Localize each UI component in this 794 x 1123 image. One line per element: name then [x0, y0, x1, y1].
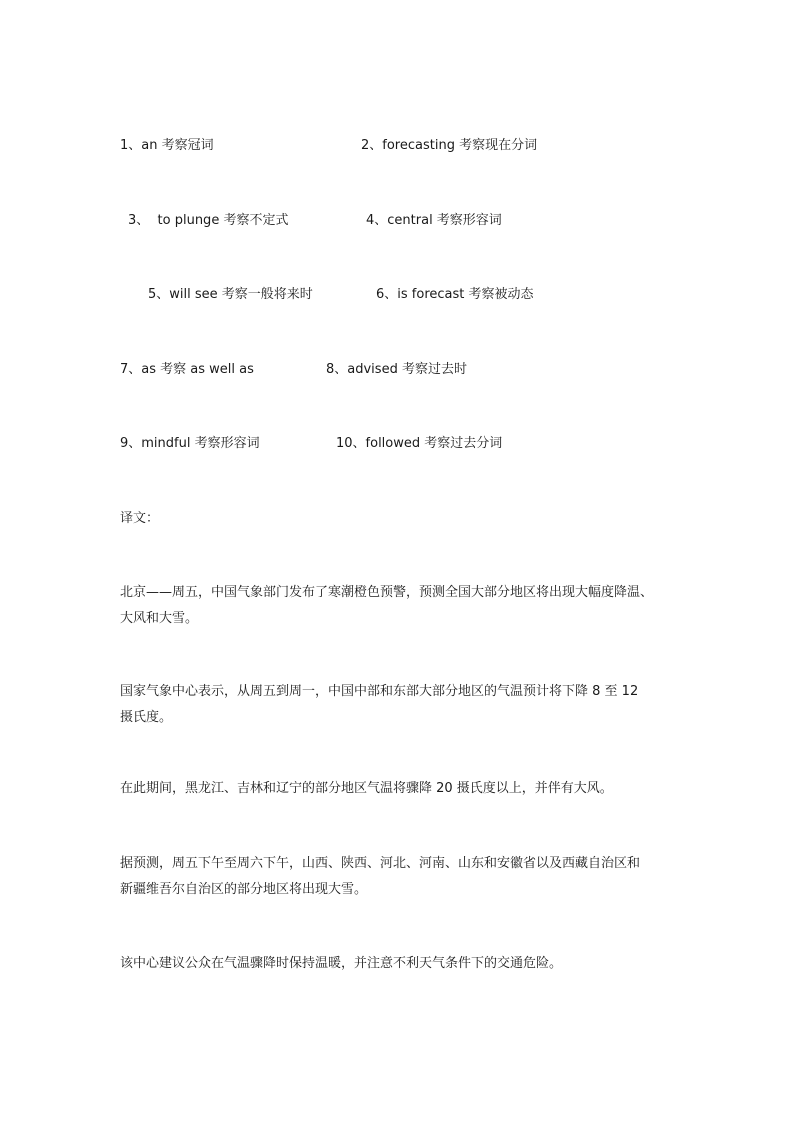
- paragraph-1: [120, 580, 680, 632]
- paragraph-line: 北京——周五，中国气象部门发布了寒潮橙色预警，预测全国大部分地区将出现大幅度降温、: [120, 585, 654, 600]
- answer-6: 6、is forecast 考察被动态: [376, 287, 534, 302]
- paragraph-line: 该中心建议公众在气温骤降时保持温暖，并注意不利天气条件下的交通危险。: [120, 956, 563, 971]
- paragraph-line: 据预测，周五下午至周六下午，山西、陕西、河北、河南、山东和安徽省以及西藏自治区和: [120, 856, 641, 871]
- answer-8: 8、advised 考察过去时: [326, 362, 467, 377]
- answer-1: 1、an 考察冠词: [120, 138, 214, 153]
- paragraph-line: 在此期间，黑龙江、吉林和辽宁的部分地区气温将骤降 20 摄氏度以上，并伴有大风。: [120, 781, 613, 796]
- answer-2: 2、forecasting 考察现在分词: [361, 138, 538, 153]
- answer-7: 7、as 考察 as well as: [120, 362, 254, 377]
- answer-4: 4、central 考察形容词: [366, 213, 502, 228]
- paragraph-2: [120, 679, 680, 731]
- translation-heading: 译文：: [120, 511, 160, 526]
- paragraph-3: [120, 776, 680, 802]
- paragraph-line: 国家气象中心表示，从周五到周一，中国中部和东部大部分地区的气温预计将下降 8 至 12: [120, 684, 639, 699]
- answer-5: 5、will see 考察一般将来时: [148, 287, 313, 302]
- paragraph-5: [120, 951, 680, 977]
- paragraph-line: 新疆维吾尔自治区的部分地区将出现大雪。: [120, 882, 368, 897]
- answer-3: 3、 to plunge 考察不定式: [128, 213, 289, 228]
- answer-10: 10、followed 考察过去分词: [336, 436, 503, 451]
- paragraph-4: [120, 851, 680, 903]
- paragraph-line: 大风和大雪。: [120, 611, 199, 626]
- answer-9: 9、mindful 考察形容词: [120, 436, 260, 451]
- paragraph-line: 摄氏度。: [120, 710, 173, 725]
